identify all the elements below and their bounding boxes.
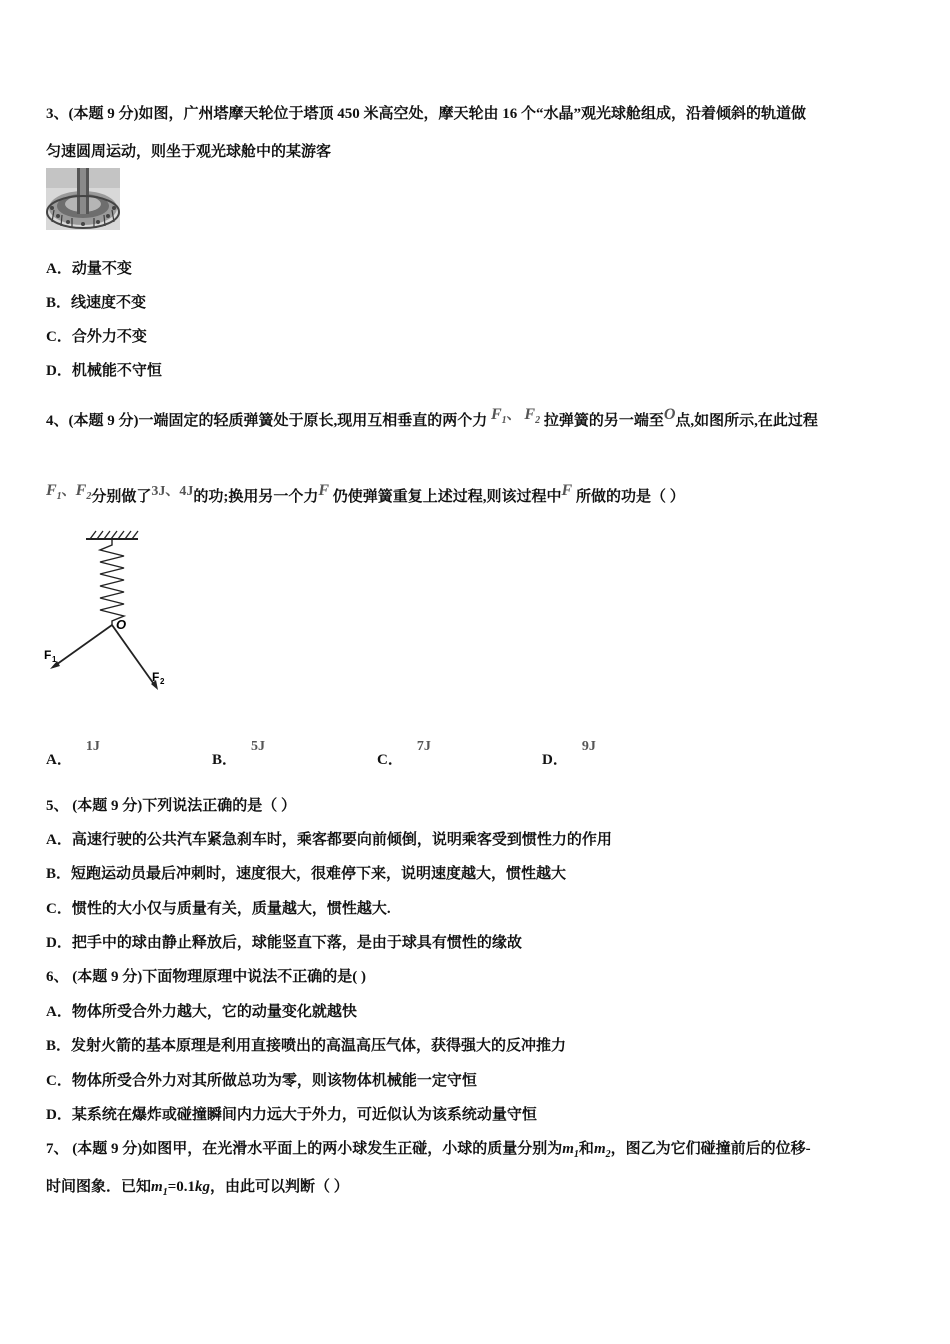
q7-stem-line2: 时间图象．已知$m_1=0.1kg$，由此可以判断（ ）	[46, 1179, 349, 1198]
q4-text-part7: 所做的功是（ ）	[575, 489, 685, 505]
q4-text-part3: 点,如图所示,在此过程	[675, 413, 818, 429]
q4-f2-symbol-2: $F_2$	[75, 482, 92, 503]
q7-stem-line1: 7、 (本题 9 分)如图甲，在光滑水平面上的两小球发生正碰，小球的质量分别为$m_1$和$m_2$，图乙为它们碰撞前后的位移-	[46, 1141, 811, 1160]
ferris-wheel-photo	[46, 168, 120, 230]
q4-text-part5: 的功;换用另一个力	[193, 489, 319, 505]
spring-label-f2: F	[152, 670, 160, 684]
q3-stem-line2: 匀速圆周运动，则坐于观光球舱中的某游客	[46, 144, 332, 160]
q6-option-d: D．某系统在爆炸或碰撞瞬间内力远大于外力，可近似认为该系统动量守恒	[46, 1107, 537, 1123]
q4-f1-symbol: $F_1$	[491, 406, 507, 427]
q5-stem: 5、 (本题 9 分)下列说法正确的是（ ）	[46, 798, 296, 814]
q4-stem-line2: $F_1$、$F_2$分别做了3J、4J的功;换用另一个力F 仍使弹簧重复上述过程,则该过程中F 所做的功是（ ）	[46, 482, 685, 505]
q6-option-c: C．物体所受合外力对其所做总功为零，则该物体机械能一定守恒	[46, 1073, 477, 1089]
spring-diagram	[40, 525, 190, 700]
q6-stem: 6、 (本题 9 分)下面物理原理中说法不正确的是( )	[46, 969, 366, 985]
q4-option-d: D．9J	[542, 739, 596, 768]
spring-label-f1-sub: 1	[52, 655, 57, 664]
q4-f-symbol-2: F	[561, 482, 573, 499]
q3-option-d: D．机械能不守恒	[46, 363, 162, 379]
spring-label-o: O	[116, 617, 127, 632]
q3-stem-line1: 3、(本题 9 分)如图，广州塔摩天轮位于塔顶 450 米高空处，摩天轮由 16 个“水晶”观光球舱组成，沿着倾斜的轨道做	[46, 106, 806, 122]
q4-f1-symbol-2: $F_1$	[46, 482, 62, 503]
q5-option-b: B．短跑运动员最后冲刺时，速度很大，很难停下来，说明速度越大，惯性越大	[46, 866, 567, 882]
q6-option-b: B．发射火箭的基本原理是利用直接喷出的高温高压气体，获得强大的反冲推力	[46, 1038, 567, 1054]
q4-option-c: C．7J	[377, 739, 431, 768]
q4-text-part1: 4、(本题 9 分)一端固定的轻质弹簧处于原长,现用互相垂直的两个力	[46, 413, 488, 429]
q4-stem-line1	[46, 404, 818, 430]
q4-f-symbol: F	[318, 482, 330, 499]
q4-f2-symbol: $F_2$	[524, 406, 541, 427]
q3-option-b: B．线速度不变	[46, 295, 147, 311]
q4-work-values: 3J、4J	[151, 484, 194, 499]
q4-option-b: B．5J	[212, 739, 266, 768]
spring-label-f1: F	[44, 648, 52, 662]
q4-options	[46, 740, 906, 770]
q4-text-part4: 分别做了	[91, 489, 152, 505]
q5-option-a: A．高速行驶的公共汽车紧急刹车时，乘客都要向前倾倒，说明乘客受到惯性力的作用	[46, 832, 612, 848]
q7-m2: $m_2$	[593, 1141, 611, 1160]
q5-option-d: D．把手中的球由静止释放后，球能竖直下落，是由于球具有惯性的缘故	[46, 935, 522, 951]
q3-option-a: A．动量不变	[46, 261, 132, 277]
q4-o-symbol: O	[663, 406, 676, 423]
q6-option-a: A．物体所受合外力越大，它的动量变化就越快	[46, 1004, 357, 1020]
q3-option-c: C．合外力不变	[46, 329, 147, 345]
q4-option-a: A．1J	[46, 739, 100, 768]
q4-text-part6: 仍使弹簧重复上述过程,则该过程中	[332, 489, 562, 505]
q7-given-mass: $m_1$	[151, 1179, 168, 1198]
spring-label-f2-sub: 2	[160, 677, 165, 686]
q4-text-part2: 拉弹簧的另一端至	[543, 413, 664, 429]
q4-sep: 、	[506, 408, 521, 423]
q5-option-c: C．惯性的大小仅与质量有关，质量越大，惯性越大.	[46, 901, 391, 917]
q7-m1: $m_1$	[562, 1141, 579, 1160]
